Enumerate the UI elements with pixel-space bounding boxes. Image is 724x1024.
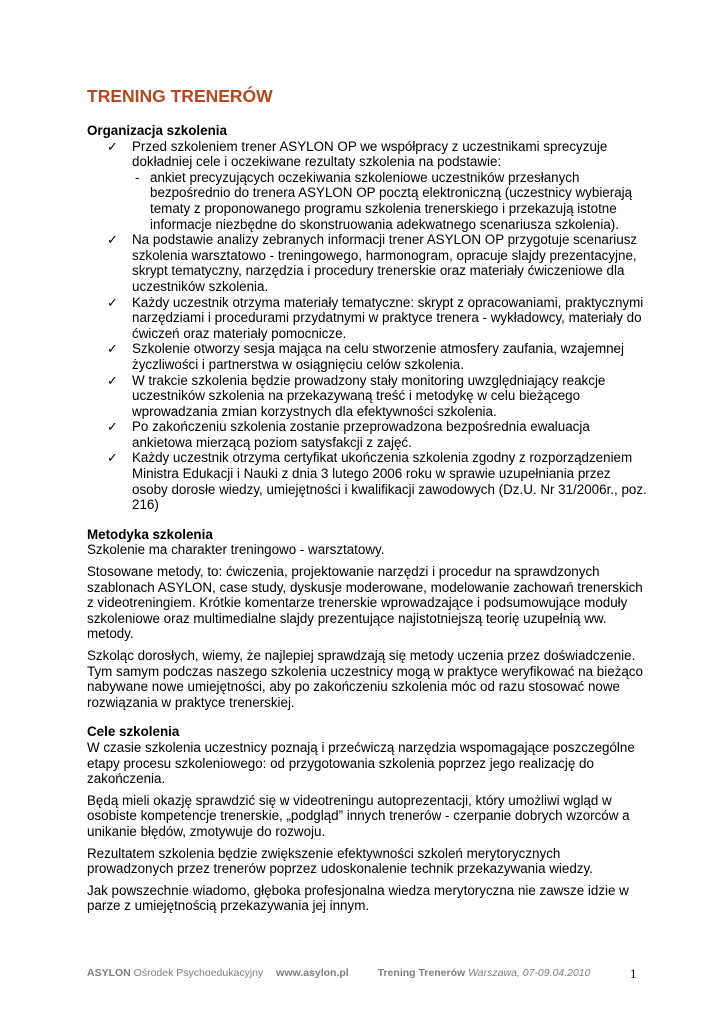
list-item-text: Przed szkoleniem trener ASYLON OP we współpracy z uczestnikami sprecyzuje dokładniej cele i oczekiwane rezultaty szkolenia na podstawie: [132, 138, 608, 170]
section-organizacja [87, 123, 647, 513]
paragraph: W czasie szkolenia uczestnicy poznają i przećwiczą narzędzia wspomagające poszczególne etapy procesu szkoleniowego: od przygotowania szkolenia poprzez jego realizację do zakończenia. [87, 739, 635, 787]
list-item [87, 419, 647, 450]
list-item [87, 341, 647, 372]
check-icon: ✓ [107, 138, 118, 154]
paragraph: Będą mieli okazję sprawdzić się w videotreningu autoprezentacji, który umożliwi wgląd w osobiste kompetencje trenerskie, „podgląd” innych trenerów - czerpanie dobrych wzorców a unikanie błędów, zmotywuje do rozwoju. [87, 792, 630, 839]
document-title: TRENING TRENERÓW [87, 86, 273, 106]
footer-website-link[interactable]: www.asylon.pl [276, 967, 349, 979]
section-heading-cele: Cele szkolenia [87, 724, 180, 740]
paragraph: Rezultatem szkolenia będzie zwiększenie efektywności szkoleń merytorycznych prowadzonych przez trenerów poprzez udoskonalenie technik przekazywania wiedzy. [87, 845, 593, 877]
section-heading-organizacja: Organizacja szkolenia [87, 123, 227, 138]
check-icon: ✓ [107, 341, 118, 357]
paragraph: Stosowane metody, to: ćwiczenia, projektowanie narzędzi i procedur na sprawdzonych szablonach ASYLON, case study, dyskusje moderowane, modelowanie zachowań trenerskich z videotreningiem. Krótkie komentarze trenerskie wprowadzające i podsumowujące moduły szkoleniowe oraz multimedialne slajdy prezentujące najistotniejszą teorię uzupełnią ww. metody. [87, 564, 643, 642]
sub-list-item-text: ankiet precyzujących oczekiwania szkoleniowe uczestników przesłanych bezpośrednio do trenera ASYLON OP pocztą elektroniczną (uczestnicy wybierają tematy z proponowanego programu szkolenia trenerskiego i przekazują istotne informacje niezbędne do skonstruowania adekwatnego scenariusza szkolenia). [150, 169, 633, 232]
list-item-text: Po zakończeniu szkolenia zostanie przeprowadzona bezpośrednia ewaluacja ankietowa mierzącą poziom satysfakcji z zajęć. [132, 419, 590, 450]
section-heading-metodyka: Metodyka szkolenia [87, 526, 213, 542]
check-icon: ✓ [107, 450, 118, 466]
list-item [87, 373, 647, 420]
list-item [87, 232, 647, 294]
dash-icon: - [135, 169, 140, 185]
footer-place-date: Warszawa, 07-09.04.2010 [465, 967, 591, 979]
organizacja-list [87, 139, 647, 513]
page-number: 1 [630, 966, 637, 981]
check-icon: ✓ [107, 294, 118, 310]
paragraph: Szkoląc dorosłych, wiemy, że najlepiej sprawdzają się metody uczenia przez doświadczenie. Tym samym podczas naszego szkolenia uczestnicy mogą w praktyce weryfikować na bieżąco nabywane nowe umiejętności, aby po zakończeniu szkolenia móc od razu stosować nowe rozwiązania w praktyce trenerskiej. [87, 648, 643, 710]
list-item [87, 295, 647, 342]
check-icon: ✓ [107, 419, 118, 435]
list-item [87, 139, 647, 233]
footer-training-name: Trening Trenerów [377, 967, 466, 979]
paragraph: Jak powszechnie wiadomo, głęboka profesjonalna wiedza merytoryczna nie zawsze idzie w parze z umiejętnością przekazywania jej innym. [87, 882, 629, 914]
page-footer [87, 967, 647, 980]
list-item-text: Każdy uczestnik otrzyma materiały tematyczne: skrypt z opracowaniami, praktycznymi narzędziami i procedurami przydatnymi w praktyce trenera - wykładowcy, materiały do ćwiczeń oraz materiały pomocnicze. [132, 294, 644, 341]
document-content [87, 123, 647, 914]
list-item-text: Szkolenie otworzy sesja mająca na celu stworzenie atmosfery zaufania, wzajemnej życzliwości i partnerstwa w osiągnięciu celów szkolenia. [132, 341, 624, 372]
sub-list [132, 170, 647, 232]
list-item [87, 450, 647, 512]
list-item-text: W trakcie szkolenia będzie prowadzony stały monitoring uwzględniający reakcje uczestników szkolenia na przekazywaną treść i metodykę w celu bieżącego wprowadzania zmian korzystnych dla efektywności szkolenia. [132, 372, 606, 419]
footer-org: Ośrodek Psychoedukacyjny [130, 967, 264, 979]
list-item-text: Na podstawie analizy zebranych informacji trener ASYLON OP przygotuje scenariusz szkolenia warsztatowo - treningowego, harmonogram, opracuje slajdy prezentacyjne, skrypt tematyczny, narzędzia i procedury trenerskie oraz materiały ćwiczeniowe dla uczestników szkolenia. [132, 232, 638, 294]
sub-list-item [132, 170, 647, 232]
footer-brand: ASYLON [87, 967, 131, 979]
paragraph: Szkolenie ma charakter treningowo - warsztatowy. [87, 542, 385, 558]
check-icon: ✓ [107, 372, 118, 388]
section-metodyka [87, 527, 647, 711]
section-cele [87, 724, 647, 914]
check-icon: ✓ [107, 232, 118, 248]
list-item-text: Każdy uczestnik otrzyma certyfikat ukończenia szkolenia zgodny z rozporządzeniem Ministra Edukacji i Nauki z dnia 3 lutego 2006 roku w sprawie uzupełniania przez osoby dorosłe wiedzy, umiejętności i kwalifikacji zawodowych (Dz.U. Nr 31/2006r., poz. 216) [132, 450, 647, 513]
